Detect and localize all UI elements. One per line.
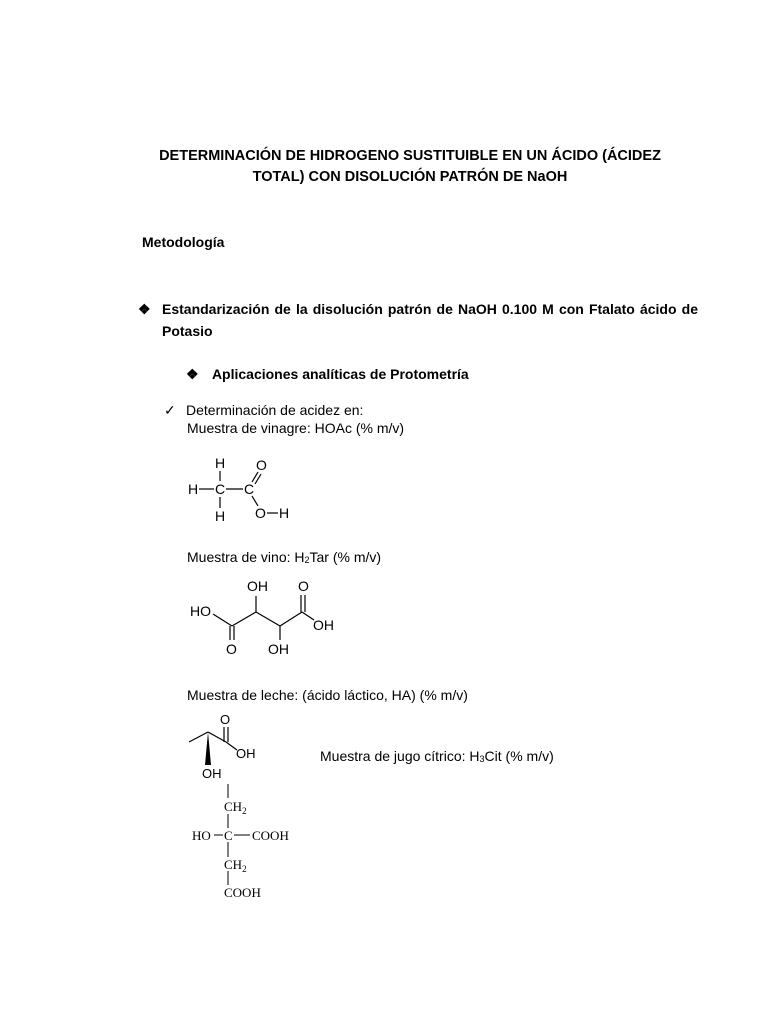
bullet-standardization-text: Estandarización de la disolución patrón de NaOH 0.100 M con Ftalato ácido de Potasio [162,301,698,339]
tartaric-o-top: O [298,578,309,594]
citric-acid-structure [186,782,316,902]
tartaric-bonds [213,595,314,640]
citric-cooh-right: COOH [252,828,289,843]
diamond-bullet-icon: ❖ [138,301,151,317]
acetic-h-bottom: H [215,508,226,524]
lactic-oh-right: OH [236,746,256,761]
acetic-o: O [255,505,266,521]
check-item [164,402,363,419]
diamond-bullet-icon: ❖ [186,366,199,382]
lactic-bonds [189,727,237,750]
acetic-h-left: H [188,481,199,497]
tartaric-oh-bottom: OH [268,641,289,657]
bullet-applications-text: Aplicaciones analíticas de Protometría [211,366,469,382]
tartaric-oh-right: OH [313,617,334,633]
lactic-oh-bottom: OH [202,766,222,781]
citric-ch2-bottom: $CH_2$ [224,857,247,874]
acetic-h-top: H [215,455,226,471]
tartaric-ho: HO [190,603,211,619]
acetic-acid-structure [186,452,296,526]
acetic-h-right: H [279,505,290,521]
sample-wine: Muestra de vino: $H_2Tar$ (% m/v) [187,549,382,565]
tartaric-oh-top: OH [247,578,268,594]
sample-milk: Muestra de leche: (ácido láctico, HA) (% m/v) [187,687,468,703]
bullet-applications [186,363,469,385]
acetic-o-top: O [256,457,267,473]
check-mark-icon: ✓ [164,402,176,418]
lactic-o-top: O [220,712,231,727]
tartaric-acid-structure [188,574,348,658]
citric-c: C [224,828,233,843]
lactic-acid-structure [186,710,266,782]
acetic-c1: C [215,481,226,497]
acetic-c2: C [244,481,255,497]
acetic-bonds [199,471,278,513]
citric-cooh-bottom: COOH [224,885,261,900]
document-title: DETERMINACIÓN DE HIDROGENO SUSTITUIBLE EN UN ÁCIDO (ÁCIDEZ TOTAL) CON DISOLUCIÓN PATRÓN DE NaOH [159,148,661,185]
sample-juice: Muestra de jugo cítrico: $H_3Cit$ (% m/v) [320,748,554,764]
check-item-text: Determinación de acidez en: [186,402,364,418]
sample-vinegar: Muestra de vinagre: HOAc (% m/v) [187,420,405,436]
citric-ch2-top: $CH_2$ [224,799,247,816]
citric-ho: HO [192,828,211,843]
tartaric-o-bottom: O [226,641,237,657]
bullet-standardization [138,298,698,342]
section-heading: Metodología [142,234,225,250]
lactic-wedge-bond [205,732,211,765]
